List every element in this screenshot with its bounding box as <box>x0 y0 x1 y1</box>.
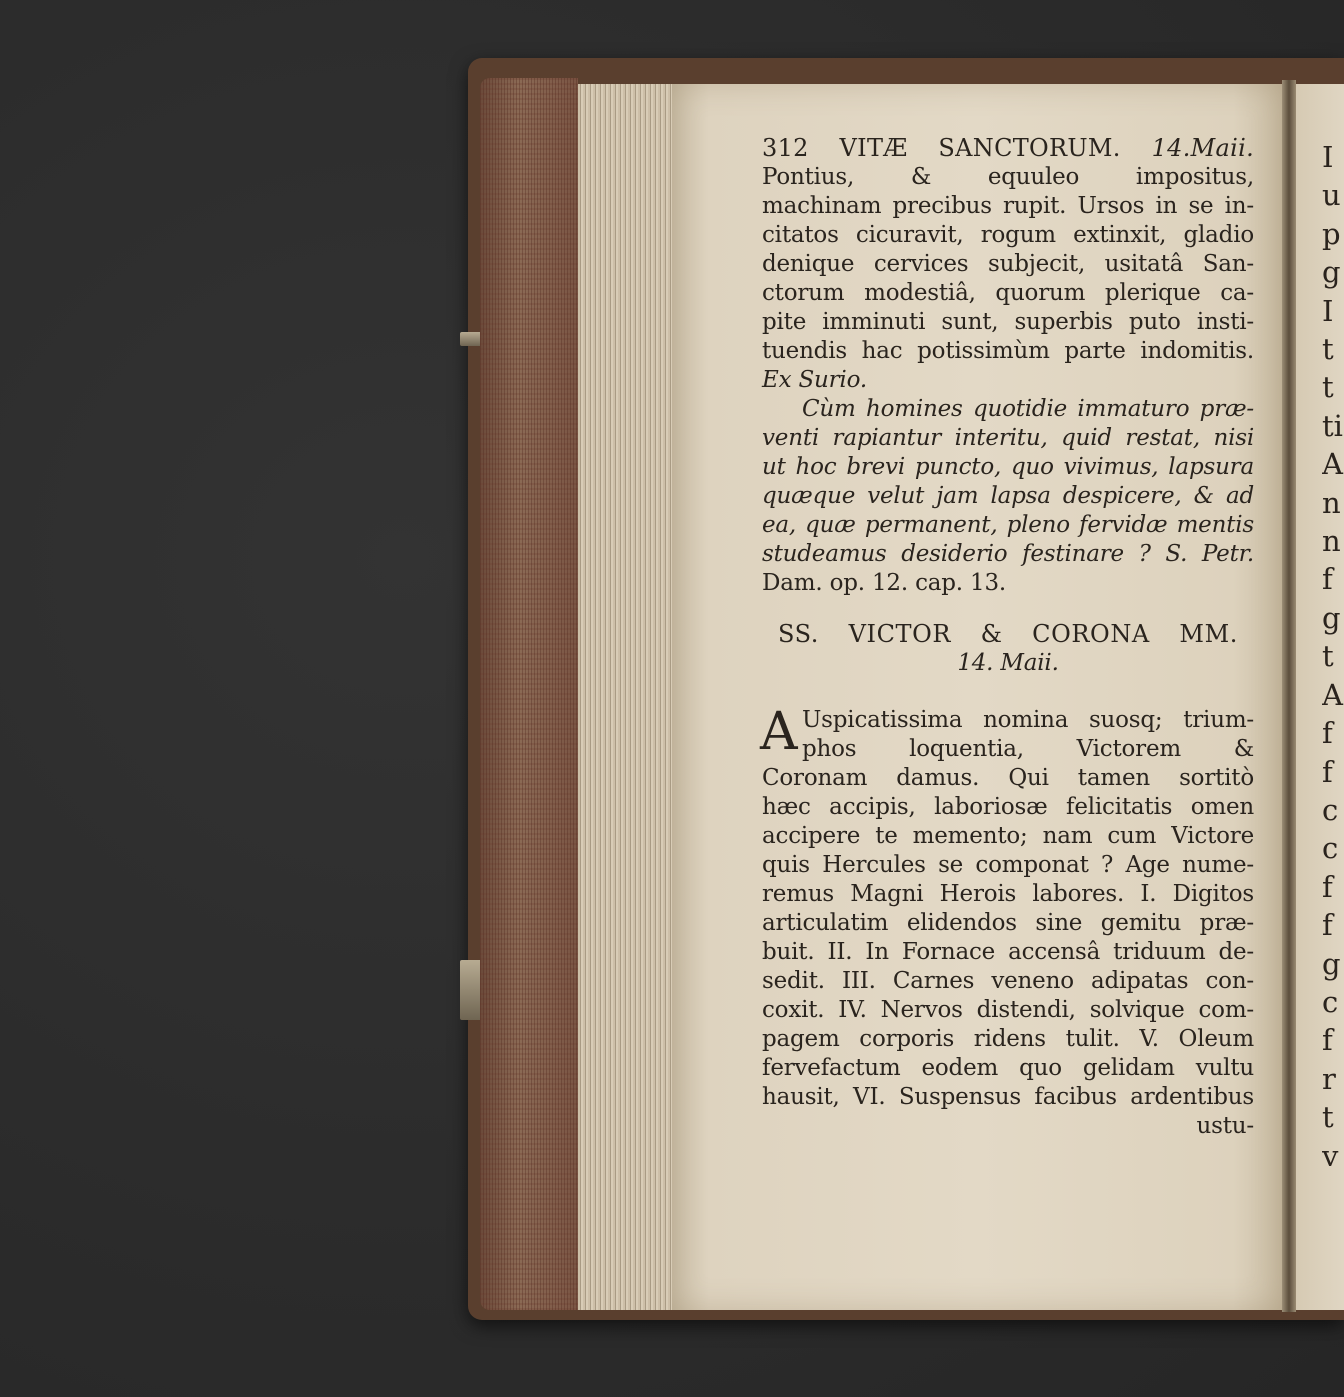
quote-line: ea, quæ permanent, pleno fervidæ mentis <box>762 512 1254 538</box>
text-line: hausit, VI. Suspensus facibus ardentibus <box>762 1084 1254 1110</box>
text-line: coxit. IV. Nervos distendi, solvique com- <box>762 997 1254 1023</box>
right-page-letter: t <box>1322 332 1334 367</box>
text-line: buit. II. In Fornace accensâ triduum de- <box>762 939 1254 965</box>
right-page-letter: r <box>1322 1061 1336 1096</box>
source-citation: Ex Surio. <box>762 367 867 393</box>
right-page-letter: f <box>1322 754 1333 789</box>
right-page-letter: I <box>1322 140 1334 174</box>
page-text-block <box>762 134 1254 1141</box>
right-page-letter: g <box>1322 600 1341 635</box>
right-page-letter: t <box>1322 639 1334 674</box>
quote-line: venti rapiantur interitu, quid restat, nisi <box>762 425 1254 451</box>
quote-block <box>762 395 1254 598</box>
right-page-letter: g <box>1322 255 1341 290</box>
quote-line: ut hoc brevi puncto, quo vivimus, lapsura <box>762 454 1254 480</box>
book-clasp-bottom <box>460 960 482 1020</box>
right-page-letter: t <box>1322 1100 1334 1135</box>
catchword: ustu- <box>1196 1113 1254 1139</box>
text-line: machinam precibus rupit. Ursos in se in- <box>762 193 1254 219</box>
section-title: SS. VICTOR & CORONA MM. <box>778 620 1238 648</box>
text-line: tuendis hac potissimùm parte indomitis. <box>762 338 1254 364</box>
running-title: VITÆ SANCTORUM. <box>839 134 1121 162</box>
right-page-letter: f <box>1322 716 1333 751</box>
right-page-letter: p <box>1322 216 1341 251</box>
text-line: accipere te memento; nam cum Victore <box>762 823 1254 849</box>
book-gutter <box>1282 80 1296 1312</box>
text-line: citatos cicuravit, rogum extinxit, gladio <box>762 222 1254 248</box>
text-line: sedit. III. Carnes veneno adipatas con- <box>762 968 1254 994</box>
right-page-letter: f <box>1322 908 1333 943</box>
page-fore-edge <box>480 78 578 1310</box>
right-page-letter: v <box>1322 1138 1339 1173</box>
right-page-letters <box>1322 138 1344 1175</box>
right-page-letter: f <box>1322 869 1333 904</box>
drop-cap: A <box>760 702 798 762</box>
text-line: pite imminuti sunt, superbis puto insti- <box>762 309 1254 335</box>
page-stack-edges <box>578 84 672 1310</box>
right-page-letter: c <box>1322 984 1339 1019</box>
text-line: pagem corporis ridens tulit. V. Oleum <box>762 1026 1254 1052</box>
right-page-letter: c <box>1322 792 1339 827</box>
text-line: denique cervices subjecit, usitatâ San- <box>762 251 1254 277</box>
right-page-letter: A <box>1322 677 1343 712</box>
right-page-letter: n <box>1322 485 1341 520</box>
header-date: 14.Maii. <box>1151 134 1254 162</box>
right-page-letter: A <box>1322 447 1343 482</box>
right-page-letter: f <box>1322 1023 1333 1058</box>
right-page-letter: u <box>1322 178 1341 213</box>
quote-line: studeamus desiderio festinare ? S. Petr. <box>762 541 1254 567</box>
page-number: 312 <box>762 134 809 162</box>
right-page-letter: c <box>1322 831 1339 866</box>
quote-line: quæque velut jam lapsa despicere, & ad <box>762 483 1254 509</box>
text-line: quis Hercules se componat ? Age nume- <box>762 852 1254 878</box>
quote-line: Cùm homines quotidie immaturo præ- <box>802 396 1254 422</box>
paragraph-pontius <box>762 163 1254 395</box>
text-line: Pontius, & equuleo impositus, <box>762 164 1254 190</box>
text-line: articulatim elidendos sine gemitu præ- <box>762 910 1254 936</box>
text-line: Uspicatissima nomina suosq; trium- <box>802 707 1254 733</box>
text-line: Coronam damus. Qui tamen sortitò <box>762 765 1254 791</box>
right-page-letter: t <box>1322 370 1334 405</box>
text-line: remus Magni Herois labores. I. Digitos <box>762 881 1254 907</box>
text-line: fervefactum eodem quo gelidam vultu <box>762 1055 1254 1081</box>
quote-reference: Dam. op. 12. cap. 13. <box>762 570 1006 596</box>
text-line: phos loquentia, Victorem & <box>802 736 1254 762</box>
text-line: hæc accipis, laboriosæ felicitatis omen <box>762 794 1254 820</box>
text-line: ctorum modestiâ, quorum plerique ca- <box>762 280 1254 306</box>
paragraph-victor-corona <box>760 702 1254 1141</box>
right-page-letter: f <box>1322 562 1333 597</box>
right-page-letter: g <box>1322 946 1341 981</box>
book-clasp-top <box>460 332 482 346</box>
right-page-letter: ti <box>1322 408 1343 443</box>
right-page-letter: n <box>1322 524 1341 559</box>
running-header <box>762 134 1254 163</box>
right-page-letter: I <box>1322 293 1334 328</box>
section-date: 14. Maii. <box>957 650 1059 676</box>
